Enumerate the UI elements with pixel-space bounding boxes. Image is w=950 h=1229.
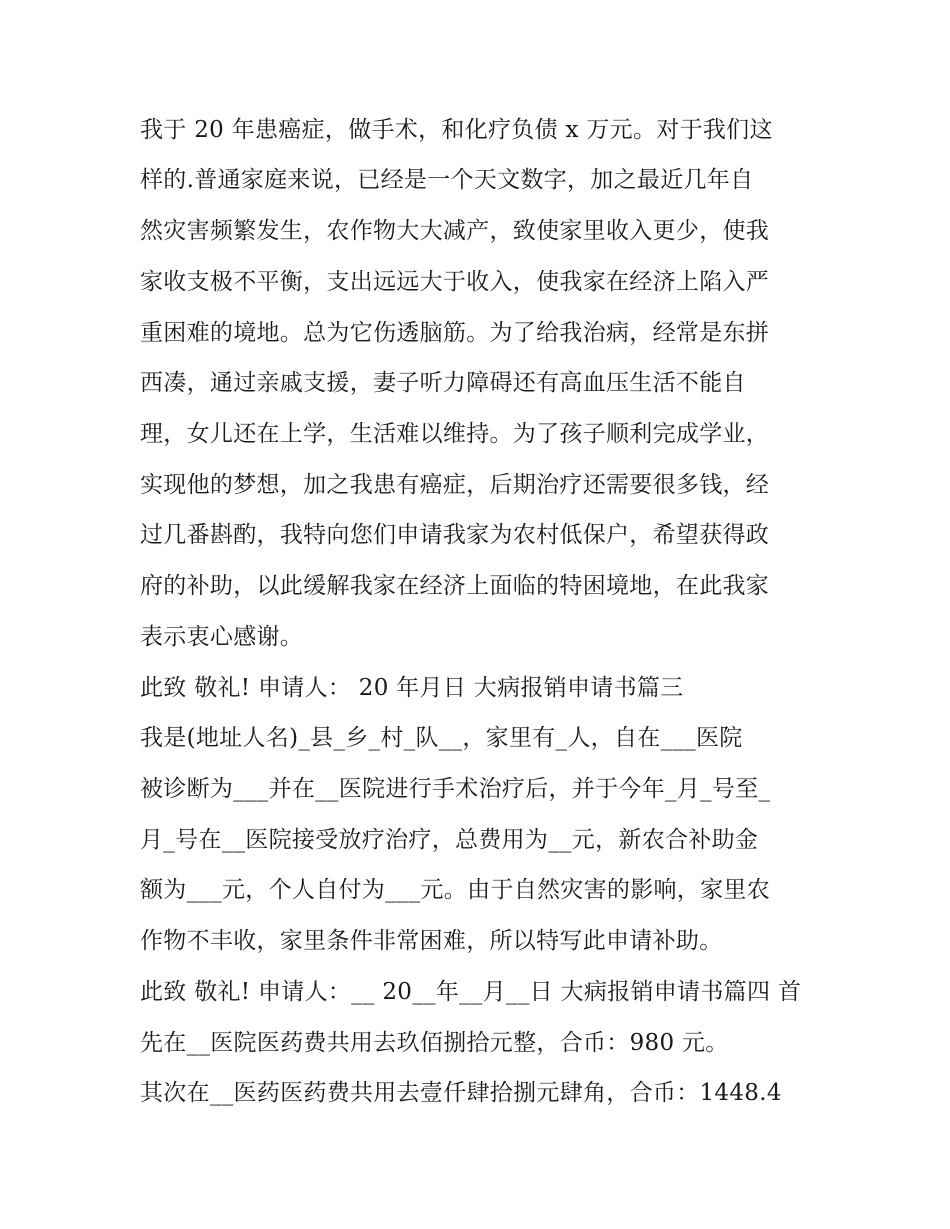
- text-line-4: 家收支极不平衡，支出远远大于收入，使我家在经济上陷入严: [140, 269, 770, 295]
- text-line-9: 过几番斟酌，我特向您们申请我家为农村低保户，希望获得政: [140, 522, 770, 548]
- text-line-6: 西凑，通过亲戚支援，妻子听力障碍还有高血压生活不能自: [140, 370, 746, 396]
- text-line-5: 重困难的境地。总为它伤透脑筋。为了给我治病，经常是东拼: [140, 320, 770, 346]
- text-line-2: 样的.普通家庭来说，已经是一个天文数字，加之最近几年自: [140, 167, 754, 193]
- text-line-16: 额为___元，个人自付为___元。由于自然灾害的影响，家里农: [140, 877, 770, 903]
- text-line-10: 府的补助，以此缓解我家在经济上面临的特困境地，在此我家: [140, 573, 770, 599]
- text-line-11: 表示衷心感谢。: [140, 624, 304, 650]
- text-line-12: 此致 敬礼! 申请人： 20 年月日 大病报销申请书篇三: [140, 675, 684, 701]
- text-line-17: 作物不丰收，家里条件非常困难，所以特写此申请补助。: [140, 928, 723, 954]
- text-line-3: 然灾害频繁发生，农作物大大减产，致使家里收入更少，使我: [140, 218, 770, 244]
- text-line-20: 其次在__医药医药费共用去壹仟肆拾捌元肆角，合币：1448.4: [140, 1080, 782, 1106]
- text-line-19: 先在__医院医药费共用去玖佰捌拾元整，合币：980 元。: [140, 1030, 729, 1056]
- text-line-18: 此致 敬礼! 申请人：__ 20__年__月__日 大病报销申请书篇四 首: [140, 979, 802, 1005]
- text-line-13: 我是(地址人名)_县_乡_村_队__，家里有_人，自在___医院: [140, 725, 743, 751]
- text-line-14: 被诊断为___并在__医院进行手术治疗后，并于今年_月_号至_: [140, 776, 771, 802]
- text-line-7: 理，女儿还在上学，生活难以维持。为了孩子顺利完成学业，: [140, 421, 770, 447]
- text-line-8: 实现他的梦想，加之我患有癌症，后期治疗还需要很多钱，经: [140, 472, 770, 498]
- text-line-15: 月_号在__医院接受放疗治疗，总费用为__元，新农合补助金: [140, 827, 759, 853]
- text-line-1: 我于 20 年患癌症，做手术，和化疗负债 x 万元。对于我们这: [140, 117, 773, 143]
